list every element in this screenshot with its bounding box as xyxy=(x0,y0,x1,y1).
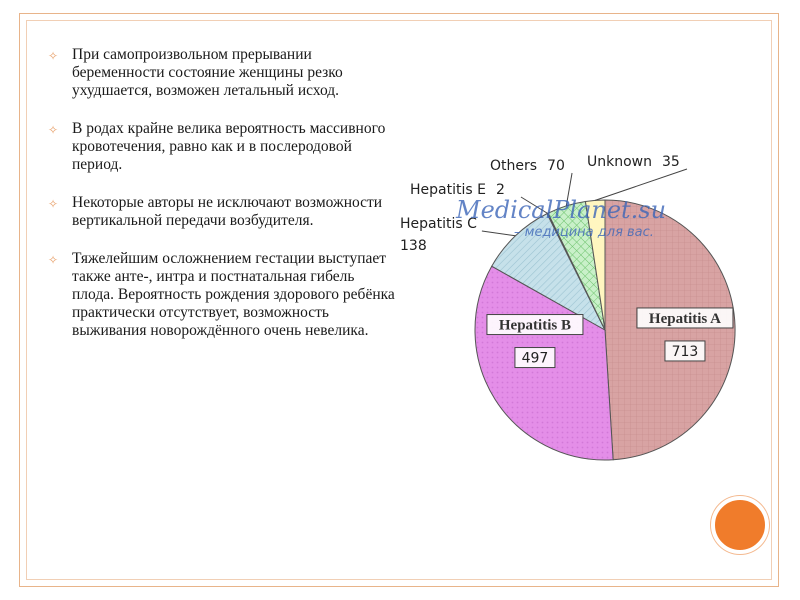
bullet-text: Некоторые авторы не исключают возможности вертикальной передачи возбудителя. xyxy=(72,194,383,229)
watermark-title: MedicalPlanet.su xyxy=(456,196,667,224)
slice-label-hepatitis-b: Hepatitis B xyxy=(498,317,571,334)
bullet-glyph-icon: ✧ xyxy=(48,123,59,137)
bullet-text: Тяжелейшим осложнением гестации выступает также анте-, интра и постнатальная гибель плода. Вероятность рождения здорового ребёнка практически отсутствует, возможность выживания новорождённого очень невелика. xyxy=(72,250,395,339)
bullet-text: В родах крайне велика вероятность массивного кровотечения, равно как и в послеродовой период. xyxy=(72,120,386,173)
leader-line-hepatitis-c xyxy=(482,231,516,236)
bullet-glyph-icon: ✧ xyxy=(48,253,59,267)
slice-label-hepatitis-c: Hepatitis C xyxy=(400,216,477,232)
slice-label-hepatitis-e: Hepatitis E xyxy=(410,182,486,198)
pie-chart xyxy=(390,140,780,470)
list-item xyxy=(48,46,398,100)
slice-label-others: Others xyxy=(490,158,538,174)
slice-value-others: 70 xyxy=(547,158,565,174)
pie-chart-svg xyxy=(390,140,780,470)
bullet-glyph-icon: ✧ xyxy=(48,197,59,211)
slice-label-hepatitis-a: Hepatitis A xyxy=(648,310,722,327)
slice-label-unknown: Unknown xyxy=(587,154,652,170)
bullet-glyph-icon: ✧ xyxy=(48,49,59,63)
slice-value-hepatitis-a: 713 xyxy=(671,343,699,360)
watermark-subtitle: – медицина для вас. xyxy=(514,225,654,240)
bullet-list xyxy=(48,46,398,360)
slice-value-unknown: 35 xyxy=(662,154,680,170)
decorative-circle xyxy=(711,496,769,554)
list-item xyxy=(48,250,398,340)
list-item xyxy=(48,194,398,230)
list-item xyxy=(48,120,398,174)
slice-value-hepatitis-c: 138 xyxy=(400,238,427,254)
slice-value-hepatitis-b: 497 xyxy=(521,350,549,367)
slice-value-hepatitis-e: 2 xyxy=(495,182,505,198)
bullet-text: При самопроизвольном прерывании беременности состояние женщины резко ухудшается, возможен летальный исход. xyxy=(72,46,343,99)
